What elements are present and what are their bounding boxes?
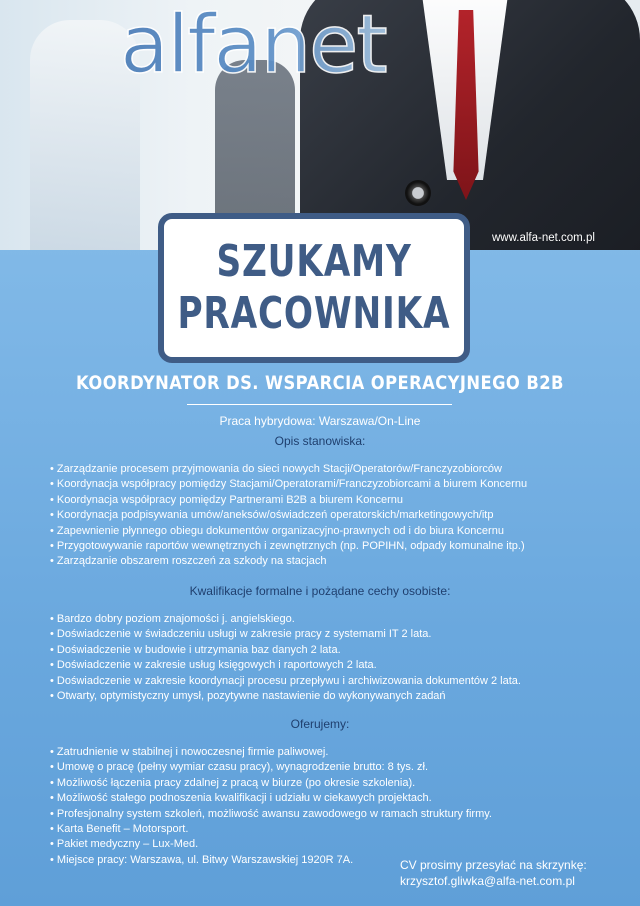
list-item: • Bardzo dobry poziom znajomości j. angielskiego.: [50, 612, 521, 627]
list-item: • Doświadczenie w zakresie usług księgowych i raportowych 2 lata.: [50, 658, 521, 673]
contact-email[interactable]: krzysztof.gliwka@alfa-net.com.pl: [400, 874, 575, 888]
headline-line-1: SZUKAMY: [216, 236, 412, 287]
list-item: • Koordynacja współpracy pomiędzy Stacjami/Operatorami/Franczyzobiorcami a biurem Koncernu: [50, 477, 527, 492]
list-item: • Możliwość łączenia pracy zdalnej z pracą w biurze (po okresie szkolenia).: [50, 776, 492, 791]
list-item: • Otwarty, optymistyczny umysł, pozytywne nastawienie do wykonywanych zadań: [50, 689, 521, 704]
list-item: • Doświadczenie w budowie i utrzymania baz danych 2 lata.: [50, 643, 521, 658]
list-item: • Zapewnienie płynnego obiegu dokumentów organizacyjno-prawnych od i do biura Koncernu: [50, 524, 527, 539]
alfanet-logo: [118, 6, 528, 90]
qualifications-title: Kwalifikacje formalne i pożądane cechy osobiste:: [189, 584, 451, 598]
offer-list: [50, 745, 492, 868]
list-item: • Zarządzanie obszarem roszczeń za szkody na stacjach: [50, 554, 527, 569]
list-item: • Pakiet medyczny – Lux-Med.: [50, 837, 492, 852]
contact-block: [400, 857, 587, 889]
divider: [187, 404, 452, 405]
headline-box: [158, 213, 470, 363]
work-mode: Praca hybrydowa: Warszawa/On-Line: [219, 414, 421, 428]
list-item: • Profesjonalny system szkoleń, możliwość awansu zawodowego w ramach struktury firmy.: [50, 807, 492, 822]
offer-title: Oferujemy:: [290, 717, 350, 731]
website-url[interactable]: www.alfa-net.com.pl: [492, 232, 595, 244]
list-item: • Koordynacja podpisywania umów/aneksów/oświadczeń operatorskich/marketingowych/itp: [50, 508, 527, 523]
svg-text:alfanet: alfanet: [120, 6, 386, 90]
list-item: • Zatrudnienie w stabilnej i nowoczesnej firmie paliwowej.: [50, 745, 492, 760]
list-item: • Możliwość stałego podnoszenia kwalifikacji i udziału w ciekawych projektach.: [50, 791, 492, 806]
contact-text: CV prosimy przesyłać na skrzynkę:: [400, 858, 587, 872]
list-item: • Koordynacja współpracy pomiędzy Partnerami B2B a biurem Koncernu: [50, 493, 527, 508]
list-item: • Karta Benefit – Motorsport.: [50, 822, 492, 837]
list-item: • Doświadczenie w świadczeniu usługi w zakresie pracy z systemami IT 2 lata.: [50, 627, 521, 642]
wristwatch-icon: [405, 180, 431, 206]
list-item: • Miejsce pracy: Warszawa, ul. Bitwy Warszawskiej 1920R 7A.: [50, 853, 492, 868]
description-list: [50, 462, 527, 570]
description-title: Opis stanowiska:: [274, 434, 366, 448]
headline-line-2: PRACOWNIKA: [177, 288, 451, 339]
list-item: • Umowę o pracę (pełny wymiar czasu pracy), wynagrodzenie brutto: 8 tys. zł.: [50, 760, 492, 775]
list-item: • Zarządzanie procesem przyjmowania do sieci nowych Stacji/Operatorów/Franczyzobiorców: [50, 462, 527, 477]
list-item: • Doświadczenie w zakresie koordynacji procesu przepływu i archiwizowania dokumentów 2 lata.: [50, 674, 521, 689]
list-item: • Przygotowywanie raportów wewnętrznych i zewnętrznych (np. POPIHN, odpady komunalne itp.): [50, 539, 527, 554]
job-title: KOORDYNATOR DS. WSPARCIA OPERACYJNEGO B2B: [76, 372, 564, 394]
qualifications-list: [50, 612, 521, 704]
